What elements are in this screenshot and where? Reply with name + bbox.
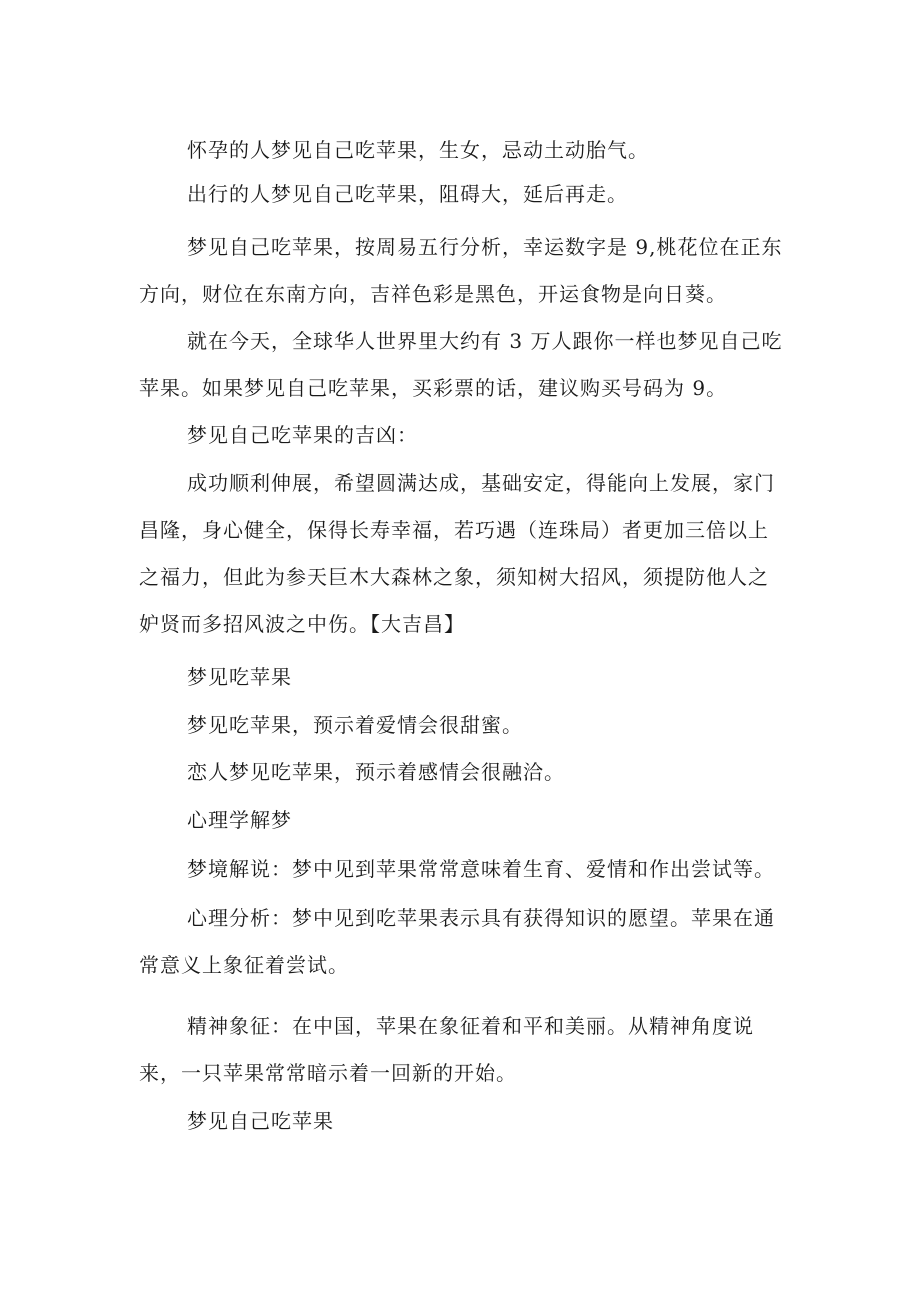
paragraph-closing-heading	[139, 1098, 789, 1145]
paragraph-travel	[139, 171, 789, 218]
paragraph-line: 来，一只苹果常常暗示着一回新的开始。	[139, 1061, 517, 1085]
paragraph-lucky-number	[139, 224, 789, 318]
paragraph-pregnant	[139, 127, 789, 174]
paragraph-line: 怀孕的人梦见自己吃苹果，生女，忌动土动胎气。	[187, 138, 649, 162]
paragraph-line: 方向，财位在东南方向，吉祥色彩是黑色，开运食物是向日葵。	[139, 282, 727, 306]
paragraph-line: 梦见吃苹果，预示着爱情会很甜蜜。	[187, 713, 523, 737]
paragraph-line: 常意义上象征着尝试。	[139, 953, 349, 977]
paragraph-line: 恋人梦见吃苹果，预示着感情会很融洽。	[187, 760, 565, 784]
paragraph-line: 梦境解说：梦中见到苹果常常意味着生育、爱情和作出尝试等。	[187, 857, 775, 881]
paragraph-lottery	[139, 318, 789, 412]
paragraph-line: 之福力，但此为参天巨木大森林之象，须知树大招风，须提防他人之	[139, 565, 769, 589]
paragraph-line: 梦见自己吃苹果的吉凶：	[187, 423, 418, 447]
paragraph-love	[139, 702, 789, 749]
paragraph-line: 梦见自己吃苹果	[187, 1109, 334, 1133]
paragraph-line: 出行的人梦见自己吃苹果，阻碍大，延后再走。	[187, 182, 628, 206]
paragraph-section-title	[139, 654, 789, 701]
paragraph-line: 梦见自己吃苹果，按周易五行分析，幸运数字是 9,桃花位在正东	[187, 235, 783, 259]
paragraph-lovers	[139, 749, 789, 796]
paragraph-line: 精神象征：在中国，苹果在象征着和平和美丽。从精神角度说	[187, 1014, 754, 1038]
paragraph-spiritual-symbol	[139, 1003, 789, 1097]
paragraph-fortune-detail	[139, 460, 789, 648]
paragraph-dream-explained	[139, 846, 789, 893]
paragraph-psychology-heading	[139, 797, 789, 844]
paragraph-fortune-heading	[139, 412, 789, 459]
paragraph-line: 心理分析：梦中见到吃苹果表示具有获得知识的愿望。苹果在通	[187, 906, 775, 930]
paragraph-line: 心理学解梦	[187, 808, 292, 832]
paragraph-line: 苹果。如果梦见自己吃苹果，买彩票的话，建议购买号码为 9。	[139, 376, 728, 400]
paragraph-line: 妒贤而多招风波之中伤。【大吉昌】	[139, 612, 465, 636]
paragraph-line: 就在今天，全球华人世界里大约有 3 万人跟你一样也梦见自己吃	[187, 329, 783, 353]
paragraph-line: 梦见吃苹果	[187, 665, 292, 689]
paragraph-line: 昌隆，身心健全，保得长寿幸福，若巧遇（连珠局）者更加三倍以上	[139, 518, 769, 542]
paragraph-psych-analysis	[139, 895, 789, 989]
paragraph-line: 成功顺利伸展，希望圆满达成，基础安定，得能向上发展，家门	[187, 471, 775, 495]
